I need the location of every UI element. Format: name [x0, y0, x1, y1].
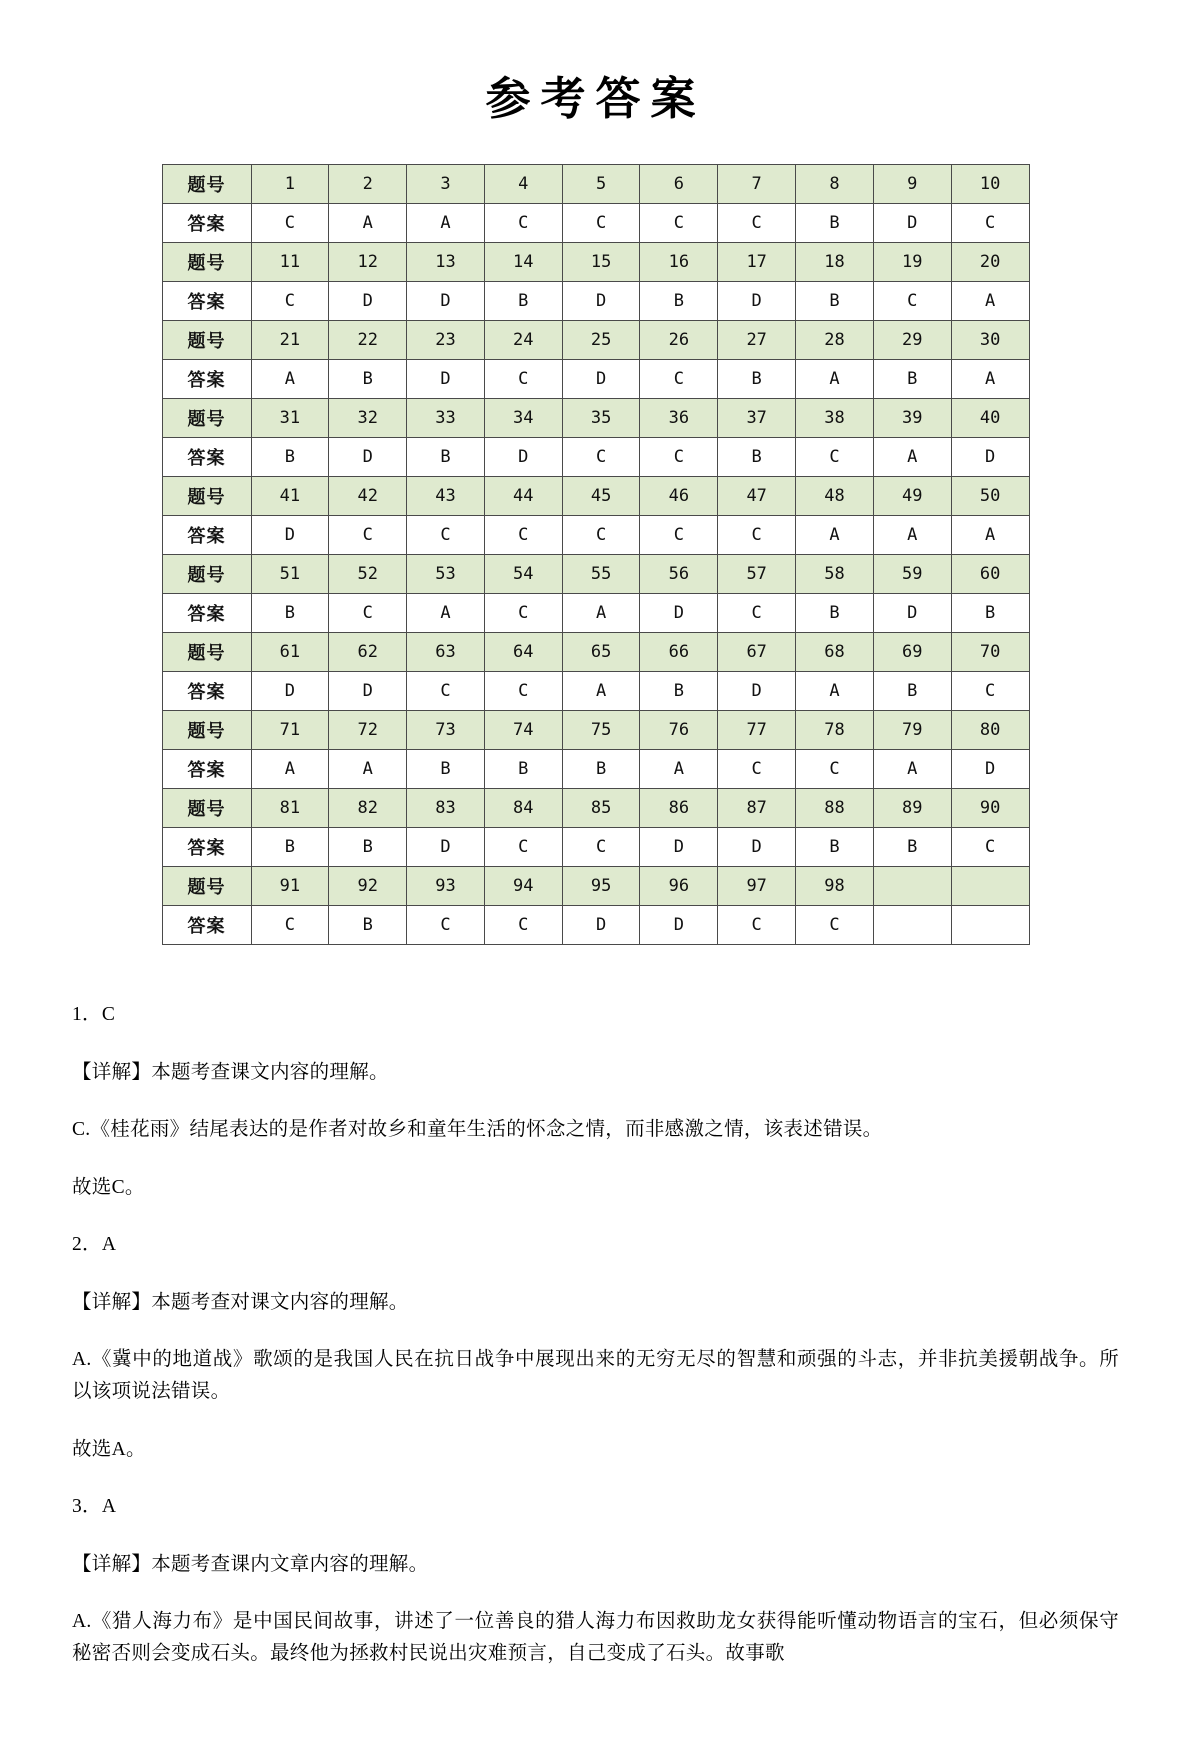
question-number-cell: 23 — [407, 321, 485, 360]
answer-cell: A — [562, 672, 640, 711]
answer-row — [162, 360, 1029, 399]
row-label-question: 题号 — [162, 243, 251, 282]
answer-cell: C — [562, 516, 640, 555]
question-number-cell: 80 — [951, 711, 1029, 750]
answer-cell: B — [873, 672, 951, 711]
answer-cell: D — [562, 906, 640, 945]
question-number-cell: 49 — [873, 477, 951, 516]
answer-cell: C — [718, 204, 796, 243]
answer-cell: B — [251, 438, 329, 477]
answer-cell: B — [484, 750, 562, 789]
answer-cell: B — [251, 594, 329, 633]
question-number-cell: 75 — [562, 711, 640, 750]
answer-row — [162, 204, 1029, 243]
question-number-cell: 15 — [562, 243, 640, 282]
question-number-row — [162, 555, 1029, 594]
answer-cell: B — [562, 750, 640, 789]
question-number-cell: 95 — [562, 867, 640, 906]
answer-cell: B — [873, 360, 951, 399]
row-label-question: 题号 — [162, 399, 251, 438]
question-number-cell: 65 — [562, 633, 640, 672]
question-number-cell: 41 — [251, 477, 329, 516]
answer-cell: B — [329, 906, 407, 945]
question-number-cell: 77 — [718, 711, 796, 750]
question-number-cell: 81 — [251, 789, 329, 828]
question-number-cell: 84 — [484, 789, 562, 828]
question-number-cell: 74 — [484, 711, 562, 750]
question-number-cell: 63 — [407, 633, 485, 672]
answer-cell: C — [718, 516, 796, 555]
question-number-cell: 73 — [407, 711, 485, 750]
answer-cell: C — [562, 438, 640, 477]
question-number-cell: 36 — [640, 399, 718, 438]
question-number-cell: 12 — [329, 243, 407, 282]
row-label-question: 题号 — [162, 633, 251, 672]
answer-cell: A — [407, 204, 485, 243]
question-number-cell: 7 — [718, 165, 796, 204]
question-number-cell: 71 — [251, 711, 329, 750]
answer-row — [162, 672, 1029, 711]
answer-cell: B — [796, 282, 874, 321]
question-number-cell: 45 — [562, 477, 640, 516]
answer-cell: C — [251, 204, 329, 243]
question-number-cell — [873, 867, 951, 906]
question-number-cell: 39 — [873, 399, 951, 438]
question-number-cell: 48 — [796, 477, 874, 516]
row-label-answer: 答案 — [162, 594, 251, 633]
question-number-cell: 26 — [640, 321, 718, 360]
answer-cell: C — [718, 750, 796, 789]
answer-row — [162, 750, 1029, 789]
answer-cell: A — [873, 438, 951, 477]
question-number-cell: 3 — [407, 165, 485, 204]
answer-cell: B — [796, 828, 874, 867]
question-number-cell: 46 — [640, 477, 718, 516]
question-number-cell: 60 — [951, 555, 1029, 594]
explanation-paragraph: 3．A — [72, 1496, 117, 1518]
answer-cell: C — [484, 516, 562, 555]
answer-cell: C — [796, 438, 874, 477]
question-number-row — [162, 399, 1029, 438]
answer-row — [162, 438, 1029, 477]
question-number-cell: 32 — [329, 399, 407, 438]
answer-cell: C — [951, 672, 1029, 711]
answer-cell: D — [407, 282, 485, 321]
question-number-row — [162, 321, 1029, 360]
question-number-row — [162, 165, 1029, 204]
answer-cell: B — [640, 672, 718, 711]
question-number-cell: 38 — [796, 399, 874, 438]
answer-cell: C — [484, 360, 562, 399]
question-number-cell: 91 — [251, 867, 329, 906]
answer-cell: A — [951, 516, 1029, 555]
question-number-cell: 89 — [873, 789, 951, 828]
explanation-paragraph: 1．C — [72, 1004, 116, 1025]
answer-cell: C — [251, 282, 329, 321]
answer-cell: C — [796, 750, 874, 789]
question-number-cell: 66 — [640, 633, 718, 672]
question-number-cell: 47 — [718, 477, 796, 516]
question-number-cell: 33 — [407, 399, 485, 438]
answer-row — [162, 516, 1029, 555]
answer-row — [162, 594, 1029, 633]
answer-cell: D — [251, 672, 329, 711]
answer-cell: B — [951, 594, 1029, 633]
question-number-cell: 96 — [640, 867, 718, 906]
row-label-answer: 答案 — [162, 672, 251, 711]
question-number-cell: 67 — [718, 633, 796, 672]
answer-table-body — [162, 165, 1029, 945]
answer-cell: B — [407, 750, 485, 789]
row-label-answer: 答案 — [162, 906, 251, 945]
answer-cell: C — [873, 282, 951, 321]
question-number-cell: 6 — [640, 165, 718, 204]
question-number-cell: 28 — [796, 321, 874, 360]
question-number-cell: 61 — [251, 633, 329, 672]
question-number-cell: 16 — [640, 243, 718, 282]
answer-cell: B — [407, 438, 485, 477]
question-number-cell: 68 — [796, 633, 874, 672]
question-number-cell: 98 — [796, 867, 874, 906]
question-number-cell: 30 — [951, 321, 1029, 360]
question-number-cell: 69 — [873, 633, 951, 672]
answer-cell: B — [718, 360, 796, 399]
question-number-cell: 42 — [329, 477, 407, 516]
row-label-question: 题号 — [162, 711, 251, 750]
question-number-cell: 86 — [640, 789, 718, 828]
answer-cell: C — [796, 906, 874, 945]
answer-cell: C — [562, 204, 640, 243]
question-number-cell: 90 — [951, 789, 1029, 828]
question-number-cell: 62 — [329, 633, 407, 672]
row-label-answer: 答案 — [162, 438, 251, 477]
answer-row — [162, 906, 1029, 945]
answer-cell: A — [873, 750, 951, 789]
explanation-paragraph: A.《猎人海力布》是中国民间故事，讲述了一位善良的猎人海力布因救助龙女获得能听懂动物语言的宝石，但必须保守秘密否则会变成石头。最终他为拯救村民说出灾难预言，自己变成了石头。故事歌 — [72, 1611, 1119, 1664]
answer-cell: A — [329, 204, 407, 243]
answer-cell: C — [484, 828, 562, 867]
answer-cell: D — [951, 438, 1029, 477]
explanations-section — [0, 999, 1191, 1756]
question-number-cell: 19 — [873, 243, 951, 282]
question-number-cell: 2 — [329, 165, 407, 204]
question-number-cell: 64 — [484, 633, 562, 672]
question-number-row — [162, 243, 1029, 282]
question-number-cell: 85 — [562, 789, 640, 828]
question-number-cell: 1 — [251, 165, 329, 204]
question-number-cell: 20 — [951, 243, 1029, 282]
question-number-cell: 50 — [951, 477, 1029, 516]
question-number-cell: 35 — [562, 399, 640, 438]
answer-cell: A — [796, 360, 874, 399]
answer-cell: B — [329, 360, 407, 399]
answer-cell: A — [796, 672, 874, 711]
row-label-answer: 答案 — [162, 750, 251, 789]
answer-cell: D — [329, 672, 407, 711]
answer-cell: C — [484, 906, 562, 945]
question-number-cell: 40 — [951, 399, 1029, 438]
row-label-answer: 答案 — [162, 282, 251, 321]
question-number-cell: 34 — [484, 399, 562, 438]
answer-cell: D — [562, 360, 640, 399]
question-number-cell: 93 — [407, 867, 485, 906]
row-label-question: 题号 — [162, 477, 251, 516]
answer-cell: C — [640, 360, 718, 399]
question-number-cell: 44 — [484, 477, 562, 516]
question-number-cell: 11 — [251, 243, 329, 282]
explanation-paragraph: A.《冀中的地道战》歌颂的是我国人民在抗日战争中展现出来的无穷无尽的智慧和顽强的斗志，并非抗美援朝战争。所以该项说法错误。 — [72, 1349, 1119, 1403]
answer-cell: D — [484, 438, 562, 477]
answer-table-container — [162, 164, 1030, 945]
answer-cell: C — [640, 204, 718, 243]
answer-row — [162, 282, 1029, 321]
row-label-question: 题号 — [162, 867, 251, 906]
answer-cell: C — [951, 204, 1029, 243]
answer-cell: B — [251, 828, 329, 867]
answer-cell: C — [407, 906, 485, 945]
answer-cell: C — [640, 516, 718, 555]
answer-cell: A — [640, 750, 718, 789]
answer-cell — [873, 906, 951, 945]
answer-cell: D — [718, 282, 796, 321]
answer-cell: C — [329, 594, 407, 633]
answer-cell: A — [796, 516, 874, 555]
question-number-cell: 92 — [329, 867, 407, 906]
answer-cell: C — [484, 204, 562, 243]
answer-cell: C — [407, 516, 485, 555]
row-label-answer: 答案 — [162, 516, 251, 555]
question-number-cell: 79 — [873, 711, 951, 750]
explanation-paragraph: C.《桂花雨》结尾表达的是作者对故乡和童年生活的怀念之情，而非感激之情，该表述错误。 — [72, 1119, 883, 1141]
question-number-cell: 29 — [873, 321, 951, 360]
question-number-cell: 82 — [329, 789, 407, 828]
question-number-cell: 83 — [407, 789, 485, 828]
question-number-cell: 27 — [718, 321, 796, 360]
question-number-cell: 31 — [251, 399, 329, 438]
question-number-cell: 4 — [484, 165, 562, 204]
answer-cell: D — [718, 828, 796, 867]
answer-cell: A — [251, 360, 329, 399]
answer-cell: C — [951, 828, 1029, 867]
question-number-cell: 57 — [718, 555, 796, 594]
answer-cell: C — [484, 594, 562, 633]
question-number-cell: 78 — [796, 711, 874, 750]
question-number-cell: 22 — [329, 321, 407, 360]
answer-cell: B — [718, 438, 796, 477]
answer-cell: D — [640, 906, 718, 945]
question-number-cell: 18 — [796, 243, 874, 282]
question-number-cell: 17 — [718, 243, 796, 282]
answer-cell: D — [329, 438, 407, 477]
explanation-paragraph: 【详解】本题考查课文内容的理解。 — [72, 1061, 389, 1083]
question-number-cell: 51 — [251, 555, 329, 594]
question-number-cell: 59 — [873, 555, 951, 594]
question-number-cell: 52 — [329, 555, 407, 594]
question-number-cell: 55 — [562, 555, 640, 594]
answer-cell: B — [329, 828, 407, 867]
question-number-cell: 9 — [873, 165, 951, 204]
explanation-paragraph: 【详解】本题考查对课文内容的理解。 — [72, 1291, 409, 1313]
answer-cell: C — [640, 438, 718, 477]
row-label-question: 题号 — [162, 789, 251, 828]
question-number-cell: 54 — [484, 555, 562, 594]
question-number-cell: 13 — [407, 243, 485, 282]
question-number-cell: 58 — [796, 555, 874, 594]
answer-cell: D — [951, 750, 1029, 789]
row-label-answer: 答案 — [162, 360, 251, 399]
question-number-cell: 14 — [484, 243, 562, 282]
question-number-row — [162, 633, 1029, 672]
answer-cell: A — [873, 516, 951, 555]
answer-cell: D — [873, 204, 951, 243]
question-number-row — [162, 711, 1029, 750]
question-number-cell: 24 — [484, 321, 562, 360]
answer-cell: D — [407, 828, 485, 867]
explanation-paragraph: 故选A。 — [72, 1438, 146, 1460]
row-label-answer: 答案 — [162, 204, 251, 243]
question-number-cell: 25 — [562, 321, 640, 360]
answer-cell: A — [951, 360, 1029, 399]
explanation-paragraph: 【详解】本题考查课内文章内容的理解。 — [72, 1553, 429, 1575]
question-number-cell — [951, 867, 1029, 906]
answer-cell — [951, 906, 1029, 945]
answer-cell: C — [251, 906, 329, 945]
answer-cell: C — [407, 672, 485, 711]
question-number-cell: 8 — [796, 165, 874, 204]
answer-cell: C — [718, 594, 796, 633]
question-number-cell: 70 — [951, 633, 1029, 672]
question-number-cell: 53 — [407, 555, 485, 594]
question-number-row — [162, 867, 1029, 906]
row-label-answer: 答案 — [162, 828, 251, 867]
page-title: 参考答案 — [485, 72, 706, 125]
question-number-cell: 5 — [562, 165, 640, 204]
question-number-cell: 10 — [951, 165, 1029, 204]
explanation-paragraph: 2．A — [72, 1234, 117, 1256]
answer-cell: C — [718, 906, 796, 945]
answer-cell: A — [407, 594, 485, 633]
explanation-paragraph: 故选C。 — [72, 1176, 145, 1198]
answer-cell: B — [484, 282, 562, 321]
question-number-cell: 72 — [329, 711, 407, 750]
answer-cell: B — [796, 204, 874, 243]
answer-cell: D — [329, 282, 407, 321]
question-number-cell: 43 — [407, 477, 485, 516]
question-number-cell: 56 — [640, 555, 718, 594]
answer-cell: D — [640, 594, 718, 633]
answer-cell: B — [796, 594, 874, 633]
answer-cell: D — [562, 282, 640, 321]
question-number-cell: 37 — [718, 399, 796, 438]
answer-cell: D — [407, 360, 485, 399]
row-label-question: 题号 — [162, 321, 251, 360]
question-number-row — [162, 789, 1029, 828]
answer-cell: B — [873, 828, 951, 867]
question-number-cell: 94 — [484, 867, 562, 906]
answer-cell: D — [718, 672, 796, 711]
answer-cell: A — [951, 282, 1029, 321]
answer-cell: B — [640, 282, 718, 321]
answer-key-table — [162, 164, 1030, 945]
answer-cell: D — [640, 828, 718, 867]
answer-cell: D — [251, 516, 329, 555]
answer-cell: A — [251, 750, 329, 789]
question-number-row — [162, 477, 1029, 516]
answer-cell: A — [562, 594, 640, 633]
answer-cell: A — [329, 750, 407, 789]
answer-cell: D — [873, 594, 951, 633]
answer-cell: C — [484, 672, 562, 711]
question-number-cell: 87 — [718, 789, 796, 828]
answer-cell: C — [562, 828, 640, 867]
question-number-cell: 76 — [640, 711, 718, 750]
answer-row — [162, 828, 1029, 867]
row-label-question: 题号 — [162, 555, 251, 594]
question-number-cell: 97 — [718, 867, 796, 906]
answer-cell: C — [329, 516, 407, 555]
question-number-cell: 88 — [796, 789, 874, 828]
question-number-cell: 21 — [251, 321, 329, 360]
row-label-question: 题号 — [162, 165, 251, 204]
